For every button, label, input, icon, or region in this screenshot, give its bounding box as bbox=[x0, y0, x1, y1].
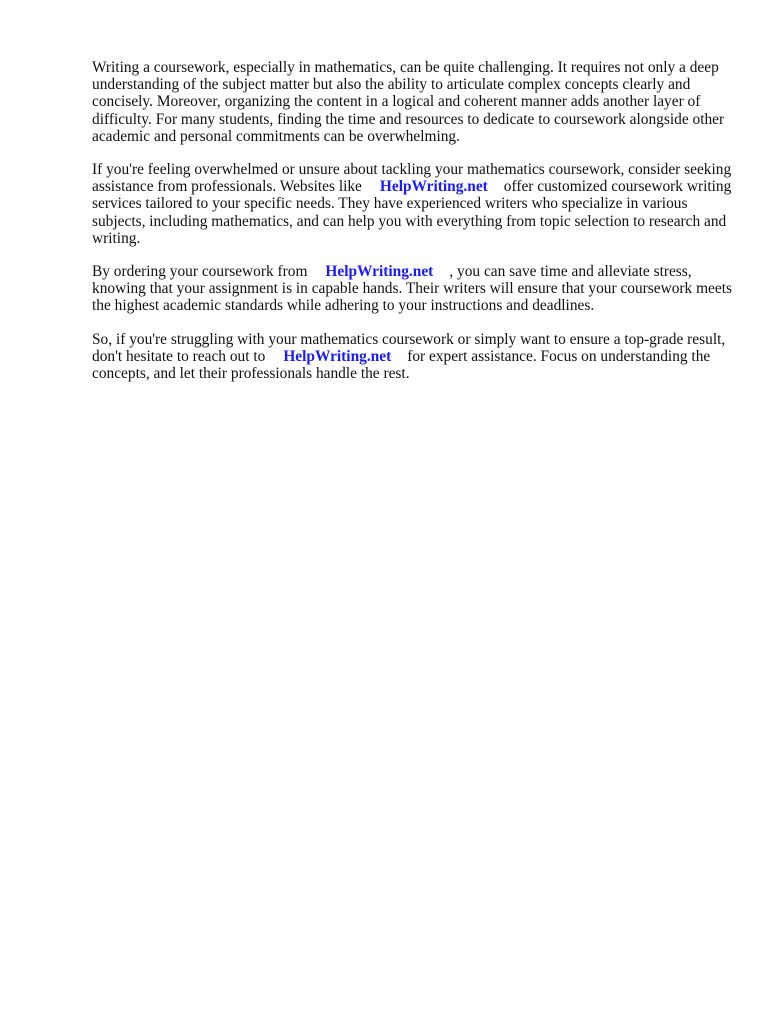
paragraph-closing bbox=[92, 331, 732, 383]
paragraph-ordering-before: By ordering your coursework from bbox=[92, 263, 308, 281]
paragraph-assistance bbox=[92, 161, 732, 247]
paragraph-ordering bbox=[92, 263, 732, 315]
paragraph-intro bbox=[92, 59, 732, 145]
paragraph-ordering-after: , you can save time and alleviate stress, knowing that your assignment is in capable hands. Their writers will ensure that your coursework meets the highest academic standards while adhering to your instructions and deadlines. bbox=[92, 263, 732, 315]
paragraph-closing-after: for expert assistance. Focus on understanding the concepts, and let their professionals handle the rest. bbox=[92, 347, 711, 383]
paragraph-assistance-before: If you're feeling overwhelmed or unsure about tackling your mathematics coursework, consider seeking assistance from professionals. Websites like bbox=[92, 161, 732, 196]
helpwriting-link-1[interactable]: HelpWriting.net bbox=[379, 178, 488, 196]
paragraph-closing-before: So, if you're struggling with your mathematics coursework or simply want to ensure a top-grade result, don't hesitate to reach out to bbox=[92, 330, 726, 365]
helpwriting-link-3[interactable]: HelpWriting.net bbox=[283, 347, 392, 365]
document-body bbox=[92, 59, 732, 398]
helpwriting-link-2[interactable]: HelpWriting.net bbox=[325, 263, 434, 281]
paragraph-intro-text: Writing a coursework, especially in mathematics, can be quite challenging. It requires not only a deep understanding of the subject matter but also the ability to articulate complex concepts clearly and concisely. Moreover, organizing the content in a logical and coherent manner adds another layer of difficulty. For many students, finding the time and resources to dedicate to coursework alongside other academic and personal commitments can be overwhelming. bbox=[92, 59, 725, 145]
paragraph-assistance-after: offer customized coursework writing services tailored to your specific needs. They have experienced writers who specialize in various subjects, including mathematics, and can help you with everything from topic selection to research and writing. bbox=[92, 178, 732, 247]
